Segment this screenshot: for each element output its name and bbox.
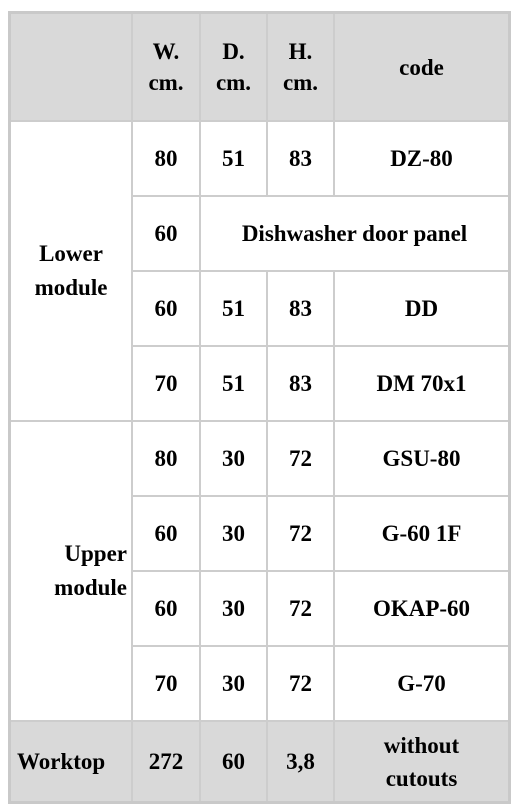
cell-code: DD [335, 272, 508, 347]
cell-height: 83 [268, 347, 335, 422]
lower-module-label: Lower module [11, 122, 133, 422]
cell-width: 80 [133, 422, 201, 497]
dimensions-table [8, 11, 511, 804]
cell-code: G-60 1F [335, 497, 508, 572]
header-row [11, 14, 508, 122]
cell-depth: 30 [201, 497, 268, 572]
header-code: code [335, 14, 508, 122]
cell-height: 72 [268, 422, 335, 497]
cell-width: 60 [133, 572, 201, 647]
table-row [11, 422, 508, 497]
cell-code: GSU-80 [335, 422, 508, 497]
worktop-label: Worktop [11, 722, 133, 801]
header-corner [11, 14, 133, 122]
table-row [11, 122, 508, 197]
upper-module-label: Upper module [11, 422, 133, 722]
cell-code: DZ-80 [335, 122, 508, 197]
cell-code: DM 70x1 [335, 347, 508, 422]
cell-depth: 60 [201, 722, 268, 801]
cell-width: 60 [133, 197, 201, 272]
worktop-row [11, 722, 508, 801]
cell-width: 272 [133, 722, 201, 801]
cell-height: 72 [268, 497, 335, 572]
cell-depth: 51 [201, 347, 268, 422]
header-height: H. cm. [268, 14, 335, 122]
cell-width: 60 [133, 272, 201, 347]
cell-code: OKAP-60 [335, 572, 508, 647]
worktop-note: without cutouts [335, 722, 508, 801]
dishwasher-door-panel-note: Dishwasher door panel [201, 197, 508, 272]
cell-height: 72 [268, 647, 335, 722]
cell-width: 70 [133, 647, 201, 722]
cell-width: 80 [133, 122, 201, 197]
cell-height: 83 [268, 272, 335, 347]
cell-depth: 51 [201, 272, 268, 347]
cell-width: 70 [133, 347, 201, 422]
cell-depth: 30 [201, 422, 268, 497]
header-width: W. cm. [133, 14, 201, 122]
cell-depth: 51 [201, 122, 268, 197]
cell-height: 3,8 [268, 722, 335, 801]
cell-width: 60 [133, 497, 201, 572]
cell-height: 83 [268, 122, 335, 197]
cell-height: 72 [268, 572, 335, 647]
header-depth: D. cm. [201, 14, 268, 122]
cell-code: G-70 [335, 647, 508, 722]
cell-depth: 30 [201, 572, 268, 647]
cell-depth: 30 [201, 647, 268, 722]
